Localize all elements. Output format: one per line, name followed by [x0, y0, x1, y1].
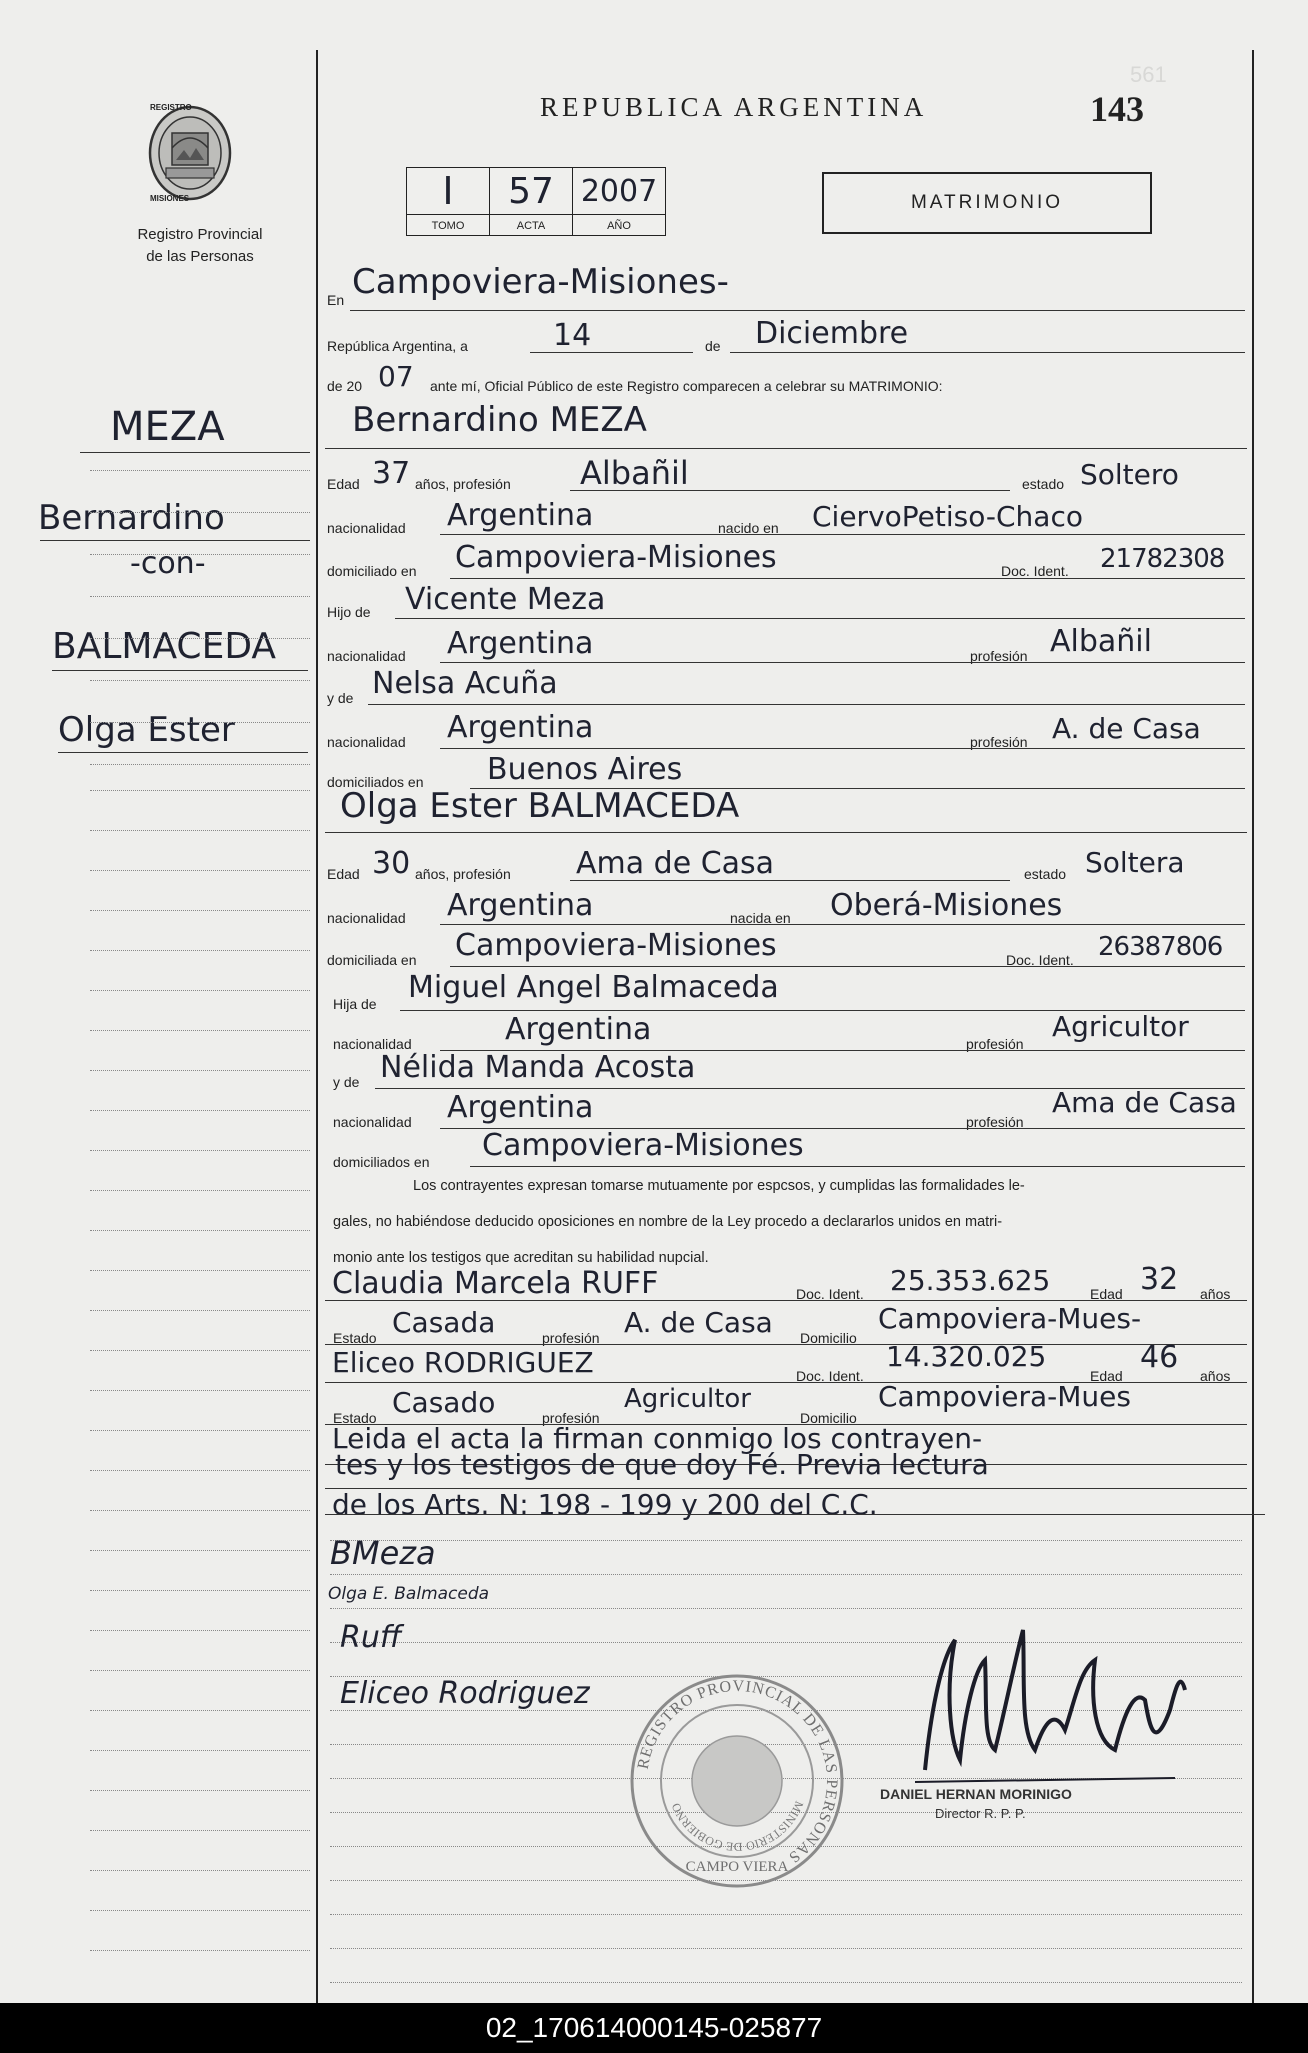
groom-parents-dom-label: domiciliados en [327, 774, 424, 790]
bride-signature: Olga E. Balmaceda [328, 1584, 490, 1604]
bride-father-profession: Agricultor [1052, 1010, 1189, 1043]
groom-profesion-label: años, profesión [415, 476, 511, 492]
record-id-box [406, 167, 666, 236]
ano-label: AÑO [607, 220, 631, 232]
bride-father-nationality: Argentina [505, 1012, 652, 1047]
witness2-doc-label: Doc. Ident. [796, 1368, 864, 1384]
fill-line [440, 662, 1245, 663]
witness2-civil-status: Casado [392, 1386, 496, 1419]
section-line [325, 448, 1247, 449]
bride-birthplace: Oberá-Misiones [830, 888, 1063, 923]
official-signature-icon [905, 1600, 1195, 1800]
doc-type-label: MATRIMONIO [910, 192, 1064, 213]
en-label: En [327, 292, 345, 308]
faint-number: 561 [1130, 62, 1167, 87]
margin-dotted-line [90, 1350, 310, 1351]
margin-dotted-line [90, 870, 310, 871]
bride-doc-number: 26387806 [1098, 932, 1223, 962]
margin-bride-name: Olga Ester [58, 710, 235, 750]
emblem-top-text: REGISTRO [150, 103, 192, 112]
margin-dotted-line [90, 1150, 310, 1151]
groom-hijo-label: Hijo de [327, 604, 371, 620]
margin-dotted-line [90, 950, 310, 951]
witness2-age: 46 [1140, 1340, 1179, 1375]
fill-line [450, 578, 1245, 579]
bride-mother: Nélida Manda Acosta [380, 1050, 696, 1085]
bride-parents-domicile: Campoviera-Misiones [482, 1128, 804, 1163]
seal-outer-text: REGISTRO PROVINCIAL DE LAS PERSONAS [634, 1677, 841, 1867]
witness1-edad-label: Edad [1090, 1286, 1123, 1302]
witness1-signature: Ruff [340, 1620, 402, 1655]
fill-line [730, 352, 1245, 353]
body-dotted-line [330, 1540, 1242, 1541]
body-dotted-line [330, 1982, 1242, 1983]
margin-dotted-line [90, 910, 310, 911]
bride-father-nat-label: nacionalidad [333, 1036, 412, 1052]
witness2-name: Eliceo RODRIGUEZ [332, 1346, 594, 1379]
emblem-bottom-text: MISIONES [150, 194, 190, 203]
fill-line [570, 880, 1010, 881]
bride-nacida-label: nacida en [730, 910, 791, 926]
bride-edad-label: Edad [327, 866, 360, 882]
bride-parents-dom-label: domiciliados en [333, 1154, 430, 1170]
witness2-domicilio-label: Domicilio [800, 1410, 857, 1426]
margin-dotted-line [90, 830, 310, 831]
groom-father-prof-label: profesión [970, 648, 1028, 664]
groom-father-profession: Albañil [1050, 624, 1152, 659]
witness2-doc-number: 14.320.025 [886, 1340, 1047, 1373]
section-line [325, 832, 1247, 833]
closing-line3: de los Arts. N: 198 - 199 y 200 del C.C. [332, 1488, 878, 1521]
margin-con: -con- [130, 546, 206, 581]
witness1-domicilio-label: Domicilio [800, 1330, 857, 1346]
margin-dotted-line [90, 1070, 310, 1071]
margin-dotted-line [90, 764, 310, 765]
margin-dotted-line [90, 1710, 310, 1711]
margin-dotted-line [90, 1950, 310, 1951]
margin-dotted-line [90, 722, 310, 723]
groom-edad-label: Edad [327, 476, 360, 492]
fill-line [395, 618, 1245, 619]
republica-label: República Argentina, a [327, 338, 468, 354]
marriage-place: Campoviera-Misiones- [352, 262, 729, 302]
bride-doc-label: Doc. Ident. [1006, 952, 1074, 968]
declaration-line1: Los contrayentes expresan tomarse mutuamente por espcsos, y cumplidas las formalidades le- [413, 1178, 1025, 1194]
bride-domicile: Campoviera-Misiones [455, 928, 777, 963]
tomo-label: TOMO [431, 220, 465, 232]
groom-doc-number: 21782308 [1100, 544, 1225, 574]
bride-y-de-label: y de [333, 1074, 360, 1090]
margin-dotted-line [90, 680, 310, 681]
bride-profesion-label: años, profesión [415, 866, 511, 882]
marriage-day: 14 [553, 318, 592, 353]
witness2-domicile: Campoviera-Mues [878, 1380, 1131, 1413]
margin-dotted-line [90, 1430, 310, 1431]
groom-parents-domicile: Buenos Aires [487, 752, 683, 787]
groom-mother-nat-label: nacionalidad [327, 734, 406, 750]
body-dotted-line [330, 1914, 1242, 1915]
acta-label: ACTA [516, 220, 546, 232]
bride-hija-label: Hija de [333, 996, 377, 1012]
margin-dotted-line [90, 1030, 310, 1031]
margin-dotted-line [90, 1390, 310, 1391]
bride-nacionalidad-label: nacionalidad [327, 910, 406, 926]
margin-dotted-line [90, 1270, 310, 1271]
groom-mother: Nelsa Acuña [372, 666, 558, 701]
margin-dotted-line [90, 1510, 310, 1511]
fill-line [530, 352, 693, 353]
witness2-signature: Eliceo Rodriguez [340, 1676, 590, 1711]
witness1-doc-number: 25.353.625 [890, 1264, 1051, 1297]
right-rule [1252, 50, 1254, 2003]
bride-age: 30 [372, 846, 411, 881]
margin-underline [80, 452, 310, 453]
witness2-anos-label: años [1200, 1368, 1231, 1384]
fill-line [325, 1344, 1247, 1345]
fill-line [368, 704, 1245, 705]
margin-underline [58, 752, 308, 753]
margin-underline [52, 670, 308, 671]
bride-father: Miguel Angel Balmaceda [408, 970, 779, 1005]
margin-groom-name: Bernardino [38, 498, 225, 538]
margin-dotted-line [90, 1230, 310, 1231]
margin-dotted-line [90, 790, 310, 791]
page-number: 143 [1090, 89, 1144, 129]
declaration-line2: gales, no habiéndose deducido oposiciones en nombre de la Ley procedo a declararlos unidos en matri- [333, 1214, 1003, 1230]
witness1-doc-label: Doc. Ident. [796, 1286, 864, 1302]
official-name: DANIEL HERNAN MORINIGO [880, 1786, 1072, 1802]
groom-father: Vicente Meza [405, 582, 606, 617]
seal-bottom-text: CAMPO VIERA [685, 1859, 789, 1875]
groom-domiciliado-label: domiciliado en [327, 563, 417, 579]
witness2-estado-label: Estado [333, 1410, 377, 1426]
fill-line [350, 310, 1245, 311]
margin-dotted-line [90, 1310, 310, 1311]
office-name-line1: Registro Provincial [137, 226, 263, 243]
margin-dotted-line [90, 470, 310, 471]
office-name-line2: de las Personas [146, 248, 254, 265]
groom-domicile: Campoviera-Misiones [455, 540, 777, 575]
official-seal-icon [622, 1666, 852, 1896]
footer-file-id: 02_170614000145-025877 [0, 2003, 1308, 2053]
witness1-profesion-label: profesión [542, 1330, 600, 1346]
groom-mother-prof-label: profesión [970, 734, 1028, 750]
groom-mother-profession: A. de Casa [1052, 712, 1201, 745]
witness1-anos-label: años [1200, 1286, 1231, 1302]
fill-line [325, 1514, 1265, 1515]
fill-line [440, 924, 1245, 925]
margin-dotted-line [90, 638, 310, 639]
bride-mother-nationality: Argentina [447, 1090, 594, 1125]
bride-full-name: Olga Ester BALMACEDA [340, 786, 740, 826]
margin-dotted-line [90, 1830, 310, 1831]
groom-profession: Albañil [580, 454, 689, 492]
closing-line2: tes y los testigos de que doy Fé. Previa lectura [335, 1448, 989, 1481]
tomo-value: I [442, 169, 454, 213]
margin-dotted-line [90, 1190, 310, 1191]
fill-line [470, 1166, 1245, 1167]
witness2-profession: Agricultor [624, 1384, 751, 1414]
bride-mother-prof-label: profesión [966, 1114, 1024, 1130]
groom-civil-status: Soltero [1080, 458, 1179, 491]
body-dotted-line [330, 1948, 1242, 1949]
margin-dotted-line [90, 1590, 310, 1591]
fill-line [440, 748, 1245, 749]
groom-father-nat-label: nacionalidad [327, 648, 406, 664]
seal-inner-text: MINISTERIO DE GOBIERNO [668, 1799, 807, 1855]
country-heading: REPUBLICA ARGENTINA [540, 92, 928, 122]
witness1-profession: A. de Casa [624, 1306, 773, 1339]
witness1-age: 32 [1140, 1262, 1179, 1297]
bride-civil-status: Soltera [1085, 846, 1185, 879]
fill-line [570, 490, 1010, 491]
groom-nacido-label: nacido en [718, 520, 779, 536]
declaration-line3: monio ante los testigos que acreditan su habilidad nupcial. [333, 1250, 709, 1266]
margin-rule [316, 50, 318, 2003]
marriage-year: 07 [378, 360, 414, 393]
margin-underline [40, 540, 310, 541]
groom-estado-label: estado [1022, 476, 1065, 492]
official-title: Director R. P. P. [935, 1806, 1026, 1821]
bride-mother-profession: Ama de Casa [1052, 1086, 1237, 1119]
ano-value: 2007 [580, 173, 658, 209]
margin-dotted-line [90, 1630, 310, 1631]
fill-line [450, 966, 1245, 967]
groom-y-de-label: y de [327, 690, 354, 706]
body-dotted-line [330, 1574, 1242, 1575]
groom-father-nationality: Argentina [447, 626, 594, 661]
witness2-profesion-label: profesión [542, 1410, 600, 1426]
margin-bride-surname: BALMACEDA [52, 626, 277, 667]
witness1-civil-status: Casada [392, 1306, 496, 1339]
margin-dotted-line [90, 554, 310, 555]
doc-type-box [822, 172, 1152, 234]
bride-father-prof-label: profesión [966, 1036, 1024, 1052]
margin-dotted-line [90, 1470, 310, 1471]
margin-dotted-line [90, 1790, 310, 1791]
margin-dotted-line [90, 1670, 310, 1671]
margin-dotted-line [90, 512, 310, 513]
margin-dotted-line [90, 596, 310, 597]
fill-line [325, 1300, 1247, 1301]
witness1-domicile: Campoviera-Mues- [878, 1302, 1142, 1335]
margin-groom-surname: MEZA [110, 404, 225, 450]
witness2-edad-label: Edad [1090, 1368, 1123, 1384]
groom-mother-nationality: Argentina [447, 710, 594, 745]
year-label: de 20 [327, 378, 363, 394]
bride-estado-label: estado [1024, 866, 1067, 882]
bride-profession: Ama de Casa [576, 846, 775, 881]
margin-dotted-line [90, 1870, 310, 1871]
groom-signature: BMeza [330, 1534, 436, 1572]
margin-dotted-line [90, 1750, 310, 1751]
closing-line1: Leida el acta la firman conmigo los contrayen- [332, 1422, 983, 1455]
groom-full-name: Bernardino MEZA [352, 400, 647, 440]
margin-dotted-line [90, 1550, 310, 1551]
fill-line [440, 534, 1245, 535]
margin-dotted-line [90, 1910, 310, 1911]
marriage-month: Diciembre [755, 316, 909, 351]
margin-dotted-line [90, 990, 310, 991]
margin-dotted-line [90, 1110, 310, 1111]
groom-birthplace: CiervoPetiso-Chaco [812, 500, 1083, 533]
bride-domiciliada-label: domiciliada en [327, 952, 417, 968]
bride-nationality: Argentina [447, 888, 594, 923]
intro-text: ante mí, Oficial Público de este Registro comparecen a celebrar su MATRIMONIO: [430, 378, 943, 394]
witness1-estado-label: Estado [333, 1330, 377, 1346]
groom-nacionalidad-label: nacionalidad [327, 520, 406, 536]
de-label: de [705, 338, 721, 354]
groom-nationality: Argentina [447, 498, 594, 533]
acta-value: 57 [508, 170, 554, 212]
witness1-name: Claudia Marcela RUFF [332, 1266, 659, 1301]
groom-doc-label: Doc. Ident. [1001, 563, 1069, 579]
groom-age: 37 [372, 456, 411, 491]
bride-mother-nat-label: nacionalidad [333, 1114, 412, 1130]
